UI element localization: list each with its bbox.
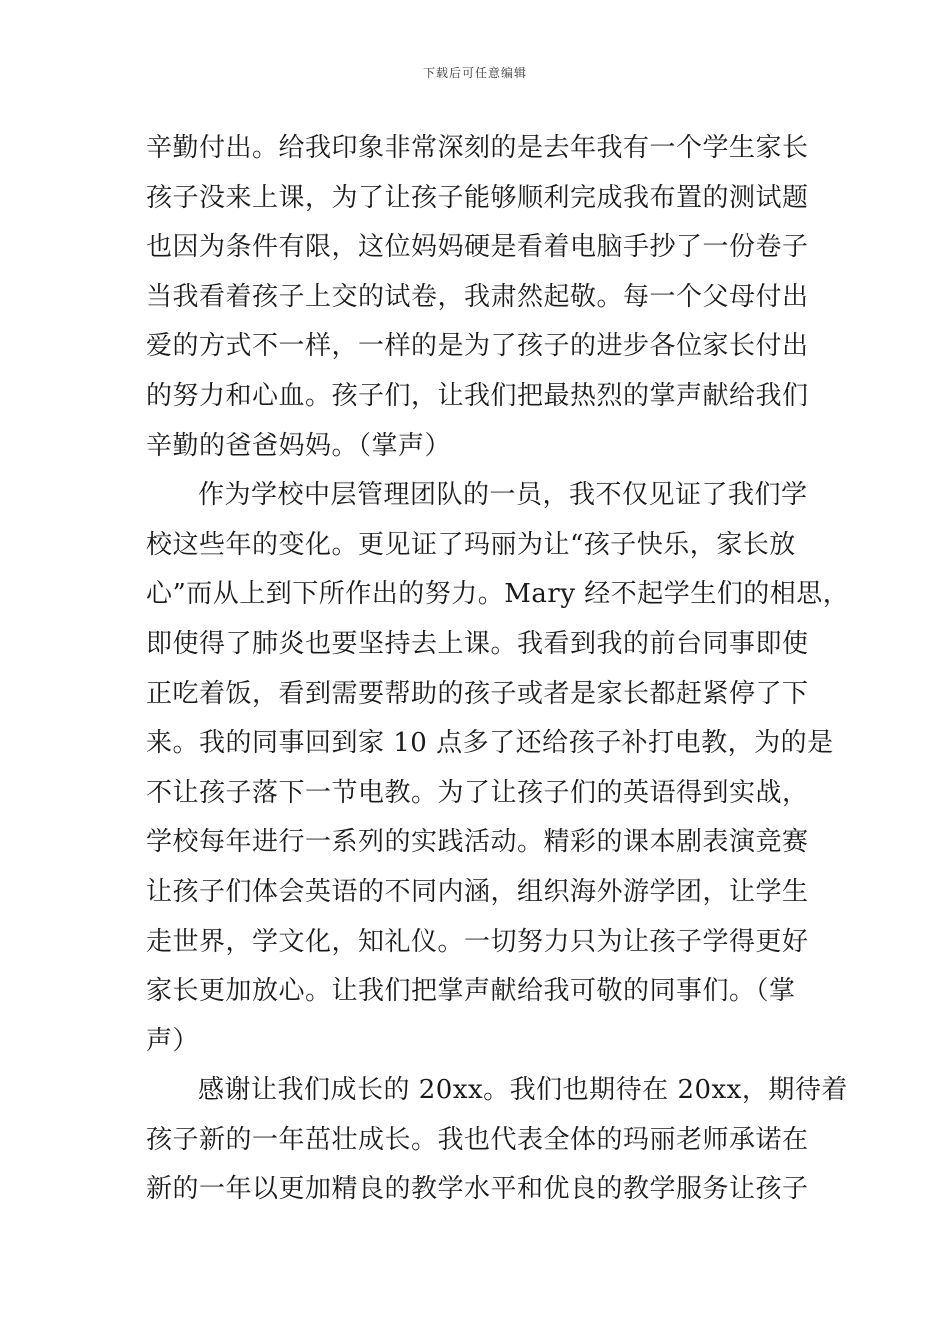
text-line: 走世界，学文化，知礼仪。一切努力只为让孩子学得更好: [146, 926, 809, 957]
text-line: 也因为条件有限，这位妈妈硬是看着电脑手抄了一份卷子: [146, 232, 809, 263]
text-line: 当我看着孩子上交的试卷，我肃然起敬。每一个父母付出: [146, 281, 809, 312]
text-line: 新的一年以更加精良的教学水平和优良的教学服务让孩子: [146, 1174, 809, 1205]
text-line: 来。我的同事回到家 10 点多了还给孩子补打电教，为的是: [146, 728, 834, 759]
text-line: 辛勤的爸爸妈妈。（掌声）: [146, 430, 452, 461]
text-line: 心”而从上到下所作出的努力。Mary 经不起学生们的相思，: [146, 579, 850, 610]
text-line: 正吃着饭，看到需要帮助的孩子或者是家长都赶紧停了下: [146, 678, 809, 709]
paragraph-start-line: 作为学校中层管理团队的一员，我不仅见证了我们学: [198, 480, 808, 511]
text-line: 辛勤付出。给我印象非常深刻的是去年我有一个学生家长: [146, 133, 809, 163]
text-line: 家长更加放心。让我们把掌声献给我可敬的同事们。（掌: [146, 976, 796, 1007]
text-line: 孩子没来上课，为了让孩子能够顺利完成我布置的测试题: [146, 182, 809, 213]
paragraph-start-line: 感谢让我们成长的 20xx。我们也期待在 20xx，期待着: [198, 1075, 848, 1106]
text-line: 爱的方式不一样，一样的是为了孩子的进步各位家长付出: [146, 331, 809, 362]
text-line: 不让孩子落下一节电教。为了让孩子们的英语得到实战，: [146, 777, 809, 808]
document-body: [146, 124, 850, 1215]
text-line: 孩子新的一年茁壮成长。我也代表全体的玛丽老师承诺在: [146, 1124, 809, 1155]
page-header: 下载后可任意编辑: [422, 66, 527, 80]
text-line: 让孩子们体会英语的不同内涵，组织海外游学团，让学生: [146, 876, 809, 907]
text-line: 声）: [146, 1025, 200, 1056]
text-line: 校这些年的变化。更见证了玛丽为让“孩子快乐，家长放: [146, 529, 796, 560]
text-line: 的努力和心血。孩子们，让我们把最热烈的掌声献给我们: [146, 380, 809, 411]
text-line: 学校每年进行一系列的实践活动。精彩的课本剧表演竞赛: [146, 827, 809, 858]
text-line: 即使得了肺炎也要坚持去上课。我看到我的前台同事即使: [146, 628, 809, 659]
